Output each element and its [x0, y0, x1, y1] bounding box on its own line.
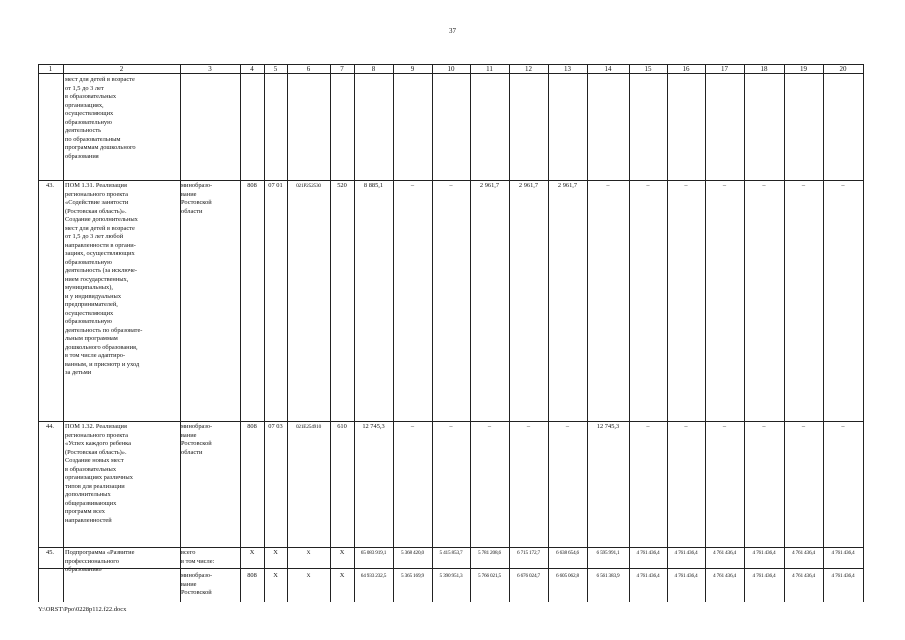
- value-col-15: –: [646, 182, 650, 189]
- column-number-20: 20: [839, 65, 847, 73]
- column-border: [180, 64, 181, 602]
- value-col-19: 4 761 436,4: [792, 550, 815, 556]
- value-col-14: 12 745,3: [596, 423, 620, 430]
- value-col-13: –: [565, 423, 570, 430]
- column-number-1: 1: [48, 65, 53, 73]
- column-border: [63, 64, 64, 602]
- value-col-8: 64 933 232,5: [360, 573, 387, 579]
- column-border: [509, 64, 510, 602]
- value-col-5: X: [273, 572, 278, 579]
- value-col-20: –: [841, 423, 845, 430]
- column-number-18: 18: [760, 65, 768, 73]
- column-border: [432, 64, 433, 602]
- column-number-11: 11: [486, 65, 493, 73]
- value-col-4: 808: [247, 182, 257, 189]
- column-number-6: 6: [306, 65, 311, 73]
- column-number-19: 19: [800, 65, 807, 73]
- footer-file-path: Y:\ORST\Ppo\0228p112.f22.docx: [38, 606, 127, 613]
- column-border: [863, 64, 864, 602]
- column-number-17: 17: [721, 65, 728, 73]
- column-border: [240, 64, 241, 602]
- row-border: [38, 421, 863, 422]
- value-col-6: 021P252530: [296, 183, 321, 189]
- column-border: [264, 64, 265, 602]
- value-col-10: 5 415 853,7: [439, 550, 463, 556]
- column-border: [587, 64, 588, 602]
- value-col-14: 6 595 991,1: [596, 550, 620, 556]
- row-45-executor-ministry: минобразо- вание Ростовской: [181, 572, 213, 596]
- value-col-5: 07 03: [268, 423, 283, 430]
- subrow-border: [180, 568, 863, 569]
- column-border: [823, 64, 824, 602]
- column-number-15: 15: [644, 65, 652, 73]
- value-col-19: –: [801, 182, 806, 189]
- value-col-12: –: [526, 423, 531, 430]
- value-col-5: 07 01: [268, 182, 283, 189]
- value-col-11: 5 781 208,6: [478, 550, 501, 556]
- column-number-9: 9: [410, 65, 415, 73]
- column-number-12: 12: [525, 65, 532, 73]
- value-col-16: 4 761 436,4: [674, 573, 698, 579]
- value-col-5: X: [273, 549, 278, 556]
- value-col-11: 5 766 021,5: [478, 573, 501, 579]
- column-border: [287, 64, 288, 602]
- row-44-executor: минобразо- вание Ростовской области: [181, 423, 213, 456]
- row-45-name: Подпрограмма «Развитие профессионального образования»: [65, 549, 135, 573]
- value-col-9: –: [410, 182, 415, 189]
- value-col-16: 4 761 436,4: [674, 550, 698, 556]
- value-col-19: –: [801, 423, 806, 430]
- value-col-14: –: [606, 182, 610, 189]
- value-col-9: 5 368 420,0: [401, 550, 424, 556]
- value-col-11: –: [487, 423, 492, 430]
- column-border: [330, 64, 331, 602]
- value-col-17: –: [722, 182, 727, 189]
- row-45-executor-total: всего в том числе:: [181, 549, 215, 565]
- column-border: [393, 64, 394, 602]
- value-col-20: 4 761 436,4: [831, 550, 855, 556]
- column-border: [38, 64, 39, 602]
- row-border: [38, 73, 863, 74]
- value-col-10: –: [449, 182, 453, 189]
- value-col-8: 12 745,3: [362, 423, 385, 430]
- value-col-12: 6 676 024,7: [517, 573, 540, 579]
- column-number-5: 5: [273, 65, 278, 73]
- row-45-number: 45.: [46, 549, 54, 556]
- value-col-7: X: [339, 549, 345, 556]
- value-col-7: 520: [337, 182, 347, 189]
- column-number-7: 7: [340, 65, 344, 73]
- value-col-13: 6 605 062,8: [556, 573, 579, 579]
- value-col-10: 5 390 951,3: [439, 573, 463, 579]
- column-border: [667, 64, 668, 602]
- value-col-6: X: [306, 550, 311, 556]
- row-43-name: ПОМ 1.31. Реализация регионального проекта «Содействие занятости (Ростовская область)». Создание дополнительных мест для детей в возрасте от 1,5 до 3 лет любой направленности в органи- зациях, осуществляющих образовательную деятельность (за исключе- нием государственных, муниципальных), и у индивидуальных предпринимателей, осуществляющих образовательную деятельность по образовате- льным программам дошкольного образования, в том числе адаптиро- ванным, и присмотр и уход за детьми: [65, 182, 143, 376]
- column-number-14: 14: [604, 65, 612, 73]
- value-col-17: 4 761 436,4: [713, 573, 736, 579]
- value-col-15: 4 761 436,4: [636, 573, 660, 579]
- row-border: [38, 547, 863, 548]
- row-44-number: 44.: [46, 423, 54, 430]
- value-col-18: –: [762, 423, 766, 430]
- value-col-9: –: [410, 423, 415, 430]
- value-col-6: 021E254910: [295, 424, 322, 430]
- column-border: [354, 64, 355, 602]
- row-border: [38, 180, 863, 181]
- column-number-16: 16: [682, 65, 690, 73]
- value-col-14: 6 561 383,9: [596, 573, 620, 579]
- value-col-10: –: [449, 423, 453, 430]
- value-col-11: 2 961,7: [479, 182, 500, 189]
- row-43-executor: минобразо- вание Ростовской области: [181, 182, 213, 215]
- value-col-4: 808: [247, 572, 257, 579]
- value-col-13: 6 638 654,6: [556, 550, 579, 556]
- column-number-13: 13: [564, 65, 571, 73]
- value-col-20: –: [841, 182, 845, 189]
- value-col-18: 4 761 436,4: [752, 573, 776, 579]
- column-border: [784, 64, 785, 602]
- value-col-15: –: [646, 423, 650, 430]
- value-col-17: –: [722, 423, 727, 430]
- value-col-20: 4 761 436,4: [831, 573, 855, 579]
- value-col-12: 2 961,7: [518, 182, 539, 189]
- value-col-6: X: [306, 573, 311, 579]
- row-43-number: 43.: [46, 182, 54, 189]
- value-col-7: 610: [337, 423, 347, 430]
- value-col-12: 6 715 172,7: [517, 550, 540, 556]
- column-border: [470, 64, 471, 602]
- column-number-4: 4: [250, 65, 254, 73]
- value-col-4: X: [249, 549, 255, 556]
- value-col-16: –: [684, 182, 688, 189]
- column-number-8: 8: [371, 65, 376, 73]
- column-border: [705, 64, 706, 602]
- value-col-8: 65 083 919,1: [360, 550, 387, 556]
- value-col-9: 5 365 169,9: [401, 573, 424, 579]
- continued-row-name: мест для детей в возрасте от 1,5 до 3 лет в образовательных организациях, осуществляющих образовательную деятельность по образовательным программам дошкольного образования: [65, 76, 136, 160]
- value-col-19: 4 761 436,4: [792, 573, 815, 579]
- value-col-7: X: [339, 572, 345, 579]
- value-col-18: 4 761 436,4: [752, 550, 776, 556]
- value-col-13: 2 961,7: [557, 182, 578, 189]
- column-number-2: 2: [119, 65, 124, 73]
- column-border: [548, 64, 549, 602]
- value-col-18: –: [762, 182, 766, 189]
- row-44-name: ПОМ 1.32. Реализация регионального проекта «Успех каждого ребенка (Ростовская область)». Создание новых мест в образовательных организациях различных типов для реализации дополнительных общеразвивающих программ всех направленностей: [65, 423, 133, 524]
- value-col-4: 808: [247, 423, 257, 430]
- column-border: [629, 64, 630, 602]
- value-col-15: 4 761 436,4: [636, 550, 660, 556]
- value-col-16: –: [684, 423, 688, 430]
- column-number-3: 3: [208, 65, 212, 73]
- column-border: [744, 64, 745, 602]
- value-col-8: 8 885,1: [363, 182, 384, 189]
- value-col-17: 4 761 436,4: [713, 550, 736, 556]
- column-number-10: 10: [447, 65, 455, 73]
- page-number: 37: [449, 27, 456, 35]
